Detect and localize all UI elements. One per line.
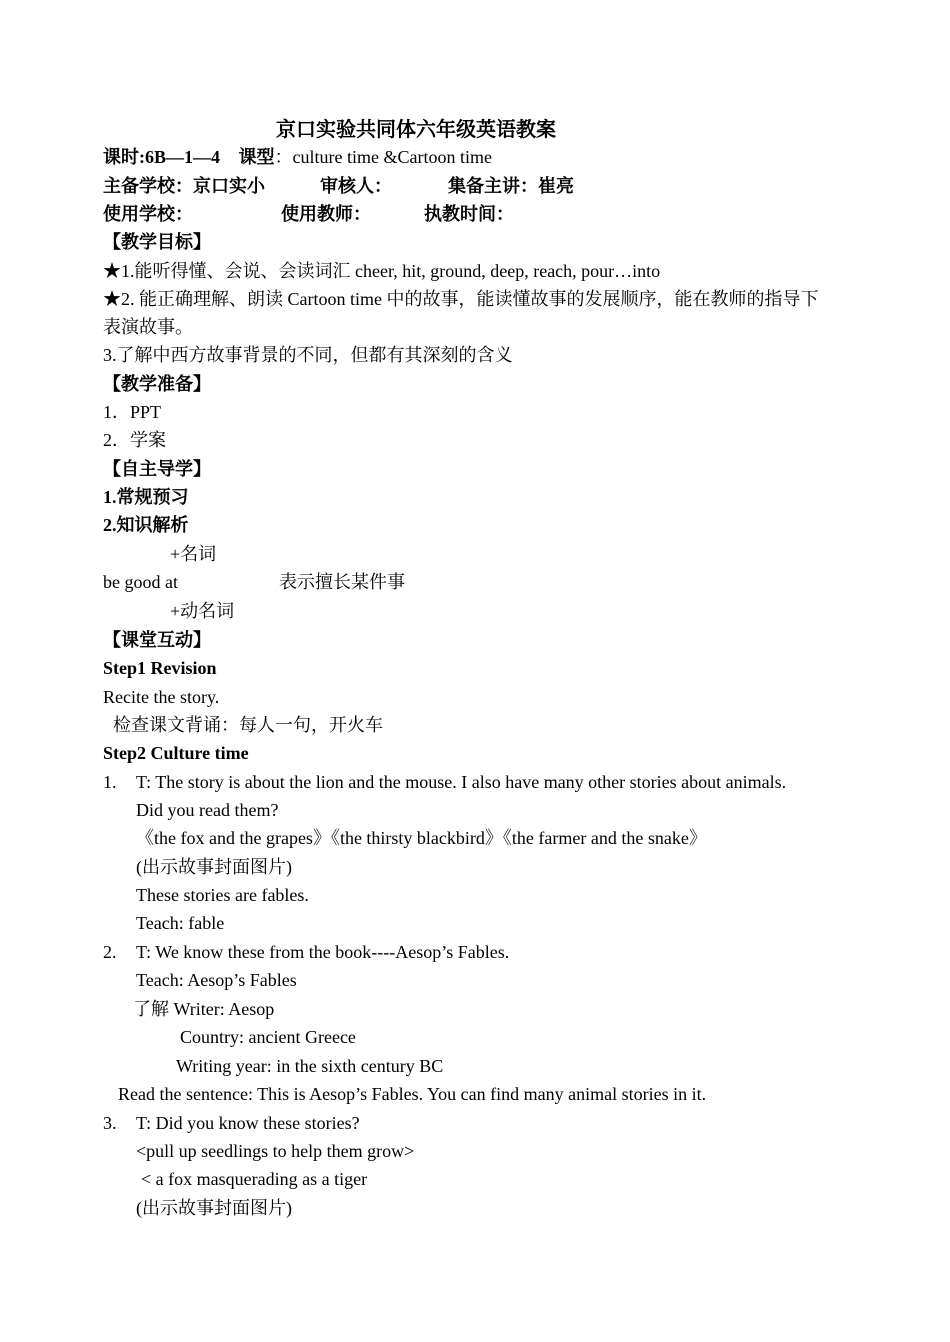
step1-text: Recite the story. [103,687,220,707]
step2-heading: Step2 Culture time [103,743,249,763]
lesson-label: 课时:6B—1—4 [103,147,220,167]
item-2-line-6: Read the sentence: This is Aesop’s Fables. You can find many animal stories in it. [118,1084,707,1104]
school-row [103,172,574,200]
type-value: ：culture time &Cartoon time [274,147,492,167]
reviewer: 审核人： [320,176,392,196]
item-2-line-5: Writing year: in the sixth century BC [176,1056,444,1076]
item-2-line-3: 了解 Writer: Aesop [133,999,275,1019]
item-3-line-2: <pull up seedlings to help them grow> [136,1141,415,1161]
item-1-line-5: These stories are fables. [136,885,309,905]
section-class-interaction: 【课堂互动】 [103,630,211,650]
document-title: 京口实验共同体六年级英语教案 [276,119,556,141]
goal-2-cont: 表演故事。 [103,317,193,337]
knowledge-noun: +名词 [170,544,217,564]
step1-heading: Step1 Revision [103,658,217,678]
item-3-line-4: (出示故事封面图片) [136,1198,292,1218]
section-preparation: 【教学准备】 [103,374,211,394]
goal-1: ★1.能听得懂、会说、会读词汇 cheer, hit, ground, deep, reach, pour…into [103,261,661,281]
item-1-line-3: 《the fox and the grapes》《the thirsty blackbird》《the farmer and the snake》 [136,828,707,848]
use-teacher: 使用教师： [281,204,371,224]
type-label: 课型 [238,147,275,167]
section-self-study: 【自主导学】 [103,459,211,479]
item-number-1: 1. [103,772,117,792]
lesson-info-row [103,143,492,171]
prep-item-2: 2．学案 [103,430,166,450]
prep-item-1: 1．PPT [103,402,162,422]
knowledge-meaning: 表示擅长某件事 [279,572,405,592]
item-2-line-2: Teach: Aesop’s Fables [136,970,297,990]
self-study-2: 2.知识解析 [103,515,189,535]
lead-teacher: 集备主讲：崔亮 [448,176,574,196]
goal-2: ★2. 能正确理解、朗读 Cartoon time 中的故事，能读懂故事的发展顺序，能在教师的指导下 [103,289,819,309]
item-2-line-1: T: We know these from the book----Aesop’s Fables. [136,942,510,962]
item-1-line-2: Did you read them? [136,800,279,820]
item-2-line-4: Country: ancient Greece [180,1027,356,1047]
item-1-line-1: T: The story is about the lion and the mouse. I also have many other stories about animals. [136,772,787,792]
knowledge-phrase: be good at [103,572,178,592]
item-number-3: 3. [103,1113,117,1133]
item-3-line-1: T: Did you know these stories? [136,1113,360,1133]
item-1-line-6: Teach: fable [136,913,225,933]
main-school: 主备学校：京口实小 [103,176,265,196]
knowledge-gerund: +动名词 [170,601,235,621]
usage-row [103,200,514,228]
section-goals: 【教学目标】 [103,232,211,252]
step1-note: 检查课文背诵：每人一句，开火车 [113,715,383,735]
item-number-2: 2. [103,942,117,962]
goal-3: 3.了解中西方故事背景的不同，但都有其深刻的含义 [103,345,513,365]
item-1-line-4: (出示故事封面图片) [136,857,292,877]
self-study-1: 1.常规预习 [103,487,189,507]
teach-time: 执教时间： [424,204,514,224]
use-school: 使用学校： [103,204,193,224]
item-3-line-3: < a fox masquerading as a tiger [141,1169,368,1189]
